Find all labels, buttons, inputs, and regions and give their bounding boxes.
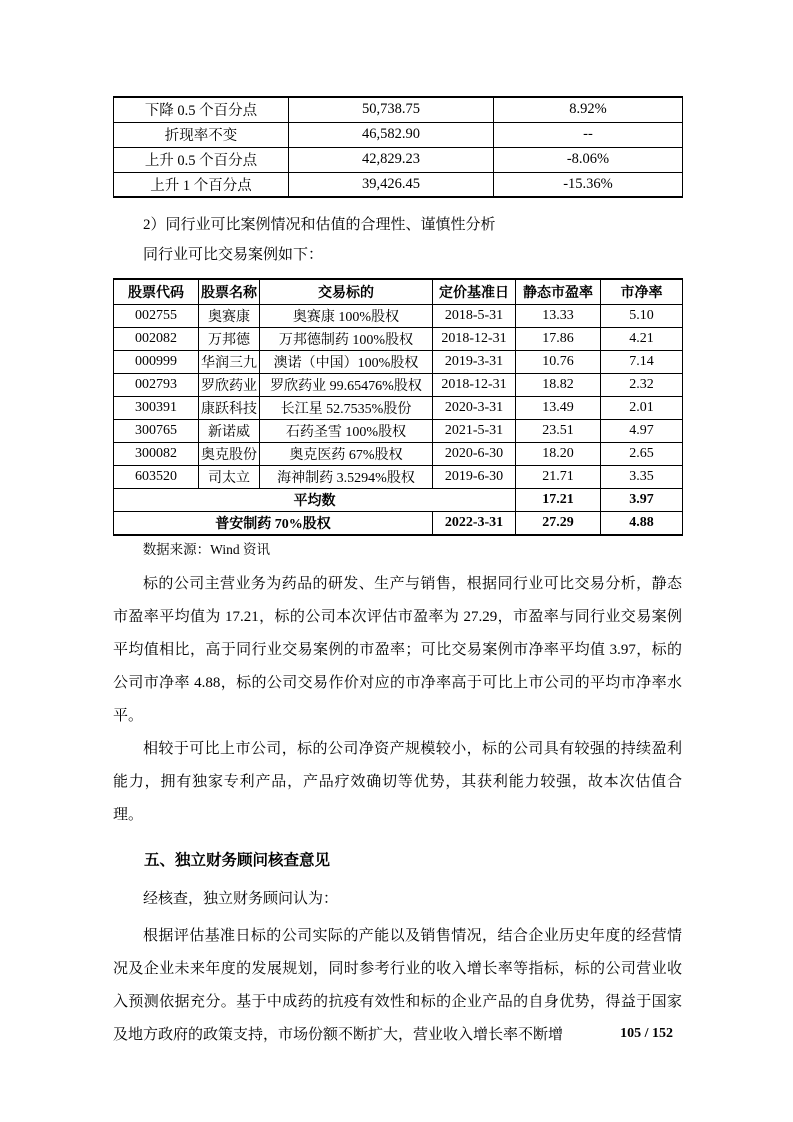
table-cell: 奥克股份 [199,442,260,465]
column-header-pb: 市净率 [601,279,683,304]
column-header-stock-code: 股票代码 [114,279,199,304]
column-header-stock-name: 股票名称 [199,279,260,304]
analysis-paragraph-2: 相较于可比上市公司，标的公司净资产规模较小，标的公司具有较强的持续盈利能力，拥有独家专利产品，产品疗效确切等优势，其获利能力较强，故本次估值合理。 [113,740,682,823]
table-cell-change: -- [494,122,683,147]
table-row [114,122,683,147]
table-cell: 司太立 [199,465,260,488]
table-cell: 石药圣雪 100%股权 [260,419,433,442]
table-cell: 5.10 [601,304,683,327]
target-date-cell: 2022-3-31 [433,511,516,535]
table-cell: 2019-6-30 [433,465,516,488]
table-cell: 澳诺（中国）100%股权 [260,350,433,373]
table-cell: 603520 [114,465,199,488]
table-cell: 罗欣药业 99.65476%股权 [260,373,433,396]
table-cell: 康跃科技 [199,396,260,419]
table-cell: 奥赛康 [199,304,260,327]
table-cell: 4.97 [601,419,683,442]
table-cell: 002755 [114,304,199,327]
table-cell: 长江星 52.7535%股份 [260,396,433,419]
table-cell: 7.14 [601,350,683,373]
average-label-cell: 平均数 [114,488,516,511]
table-cell: 2018-5-31 [433,304,516,327]
table-cell: 002793 [114,373,199,396]
table-cell: 18.20 [516,442,601,465]
table-cell: 17.86 [516,327,601,350]
table-cell: 4.21 [601,327,683,350]
sensitivity-table [113,96,683,198]
table-row [114,147,683,172]
column-header-pricing-date: 定价基准日 [433,279,516,304]
table-cell: 万邦德制药 100%股权 [260,327,433,350]
target-pe-cell: 27.29 [516,511,601,535]
section-heading-opinion: 五、独立财务顾问核查意见 [144,851,331,869]
table-cell: 300391 [114,396,199,419]
table-row [114,350,683,373]
table-row [114,97,683,122]
column-header-transaction-target: 交易标的 [260,279,433,304]
table-cell: 华润三九 [199,350,260,373]
table-row [114,373,683,396]
table-row [114,396,683,419]
target-pb-cell: 4.88 [601,511,683,535]
average-row [114,488,683,511]
column-header-static-pe: 静态市盈率 [516,279,601,304]
subsection-heading: 2）同行业可比案例情况和估值的合理性、谨慎性分析 [143,217,496,233]
analysis-paragraph-1: 标的公司主营业务为药品的研发、生产与销售，根据同行业可比交易分析，静态市盈率平均值为 17.21，标的公司本次评估市盈率为 27.29，市盈率与同行业交易案例平均值相比，高于同行业交易案例的市盈率；可比交易案例市净率平均值 3.97，标的公司市净率 4.88，标的公司交易作价对应的市净率高于可比上市公司的平均市净率水平。 [113,575,682,724]
data-source-note: 数据来源：Wind 资讯 [142,541,271,557]
intro-text: 同行业可比交易案例如下： [143,247,324,263]
table-cell-change: -8.06% [494,147,683,172]
table-cell-change: -15.36% [494,172,683,197]
table-cell-valuation: 42,829.23 [289,147,494,172]
table-cell: 2018-12-31 [433,327,516,350]
table-cell: 3.35 [601,465,683,488]
opinion-paragraph: 根据评估基准日标的公司实际的产能以及销售情况，结合企业历史年度的经营情况及企业未来年度的发展规划，同时参考行业的收入增长率等指标，标的公司营业收入预测依据充分。基于中成药的抗疫有效性和标的企业产品的自身优势，得益于国家及地方政府的政策支持，市场份额不断扩大，营业收入增长率不断增 [113,927,682,1043]
table-cell: 13.49 [516,396,601,419]
table-row [114,327,683,350]
table-cell: 2018-12-31 [433,373,516,396]
table-cell: 002082 [114,327,199,350]
table-cell: 2019-3-31 [433,350,516,373]
table-cell: 18.82 [516,373,601,396]
table-cell-scenario: 下降 0.5 个百分点 [114,97,289,122]
table-cell: 2020-6-30 [433,442,516,465]
table-cell: 奥赛康 100%股权 [260,304,433,327]
page-number: 105 / 152 [620,1026,673,1041]
table-row [114,172,683,197]
table-cell-change: 8.92% [494,97,683,122]
table-cell: 新诺威 [199,419,260,442]
table-cell: 2.01 [601,396,683,419]
table-cell: 2020-3-31 [433,396,516,419]
table-cell: 300765 [114,419,199,442]
table-cell: 000999 [114,350,199,373]
table-header-row [114,279,683,304]
table-cell: 10.76 [516,350,601,373]
table-cell: 2.65 [601,442,683,465]
table-cell: 300082 [114,442,199,465]
table-cell-scenario: 上升 1 个百分点 [114,172,289,197]
table-cell: 海神制药 3.5294%股权 [260,465,433,488]
table-row [114,419,683,442]
page-content [113,96,682,1052]
table-row [114,465,683,488]
target-label-cell: 普安制药 70%股权 [114,511,433,535]
table-row [114,304,683,327]
table-cell: 13.33 [516,304,601,327]
table-cell-valuation: 39,426.45 [289,172,494,197]
table-cell: 2.32 [601,373,683,396]
opinion-intro: 经核查，独立财务顾问认为： [143,890,339,907]
table-cell-valuation: 46,582.90 [289,122,494,147]
table-cell: 2021-5-31 [433,419,516,442]
average-pe-cell: 17.21 [516,488,601,511]
table-cell: 21.71 [516,465,601,488]
target-row [114,511,683,535]
average-pb-cell: 3.97 [601,488,683,511]
table-cell: 万邦德 [199,327,260,350]
table-cell-valuation: 50,738.75 [289,97,494,122]
table-cell: 奥克医药 67%股权 [260,442,433,465]
comparable-transactions-table [113,278,683,536]
table-cell: 23.51 [516,419,601,442]
table-cell-scenario: 折现率不变 [114,122,289,147]
table-cell-scenario: 上升 0.5 个百分点 [114,147,289,172]
table-cell: 罗欣药业 [199,373,260,396]
table-row [114,442,683,465]
